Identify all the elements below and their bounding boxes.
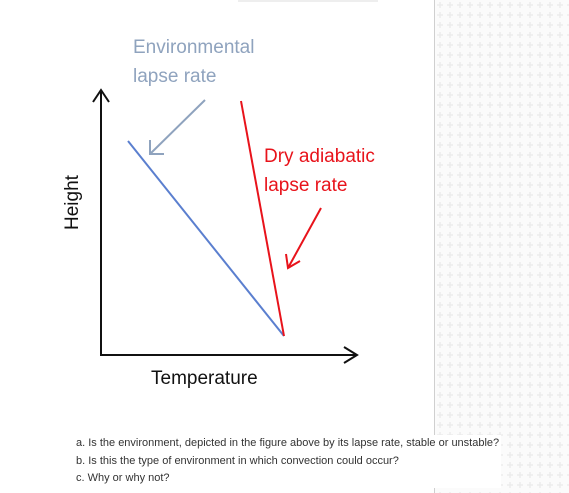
question-b: b. Is this the type of environment in which convection could occur? <box>76 454 399 467</box>
environmental-label-line-2: lapse rate <box>133 66 217 87</box>
environmental-lapse-line <box>128 141 284 336</box>
dry-adiabatic-lapse-line <box>241 101 284 336</box>
environmental-pointer-arrow <box>150 100 205 154</box>
dry-adiabatic-lapse-rate-label <box>264 142 375 200</box>
y-axis-label: Height <box>62 175 83 230</box>
x-axis-label: Temperature <box>151 368 258 389</box>
dry-pointer-arrowhead <box>286 254 300 268</box>
dry-label-line-1: Dry adiabatic <box>264 146 375 167</box>
environmental-lapse-rate-label <box>133 33 254 91</box>
dry-label-line-2: lapse rate <box>264 175 348 196</box>
question-a: a. Is the environment, depicted in the figure above by its lapse rate, stable or unstable? <box>76 437 500 449</box>
question-list <box>76 435 501 488</box>
question-c: c. Why or why not? <box>76 472 170 484</box>
environmental-label-line-1: Environmental <box>133 37 255 58</box>
dry-pointer-arrow <box>288 208 321 268</box>
